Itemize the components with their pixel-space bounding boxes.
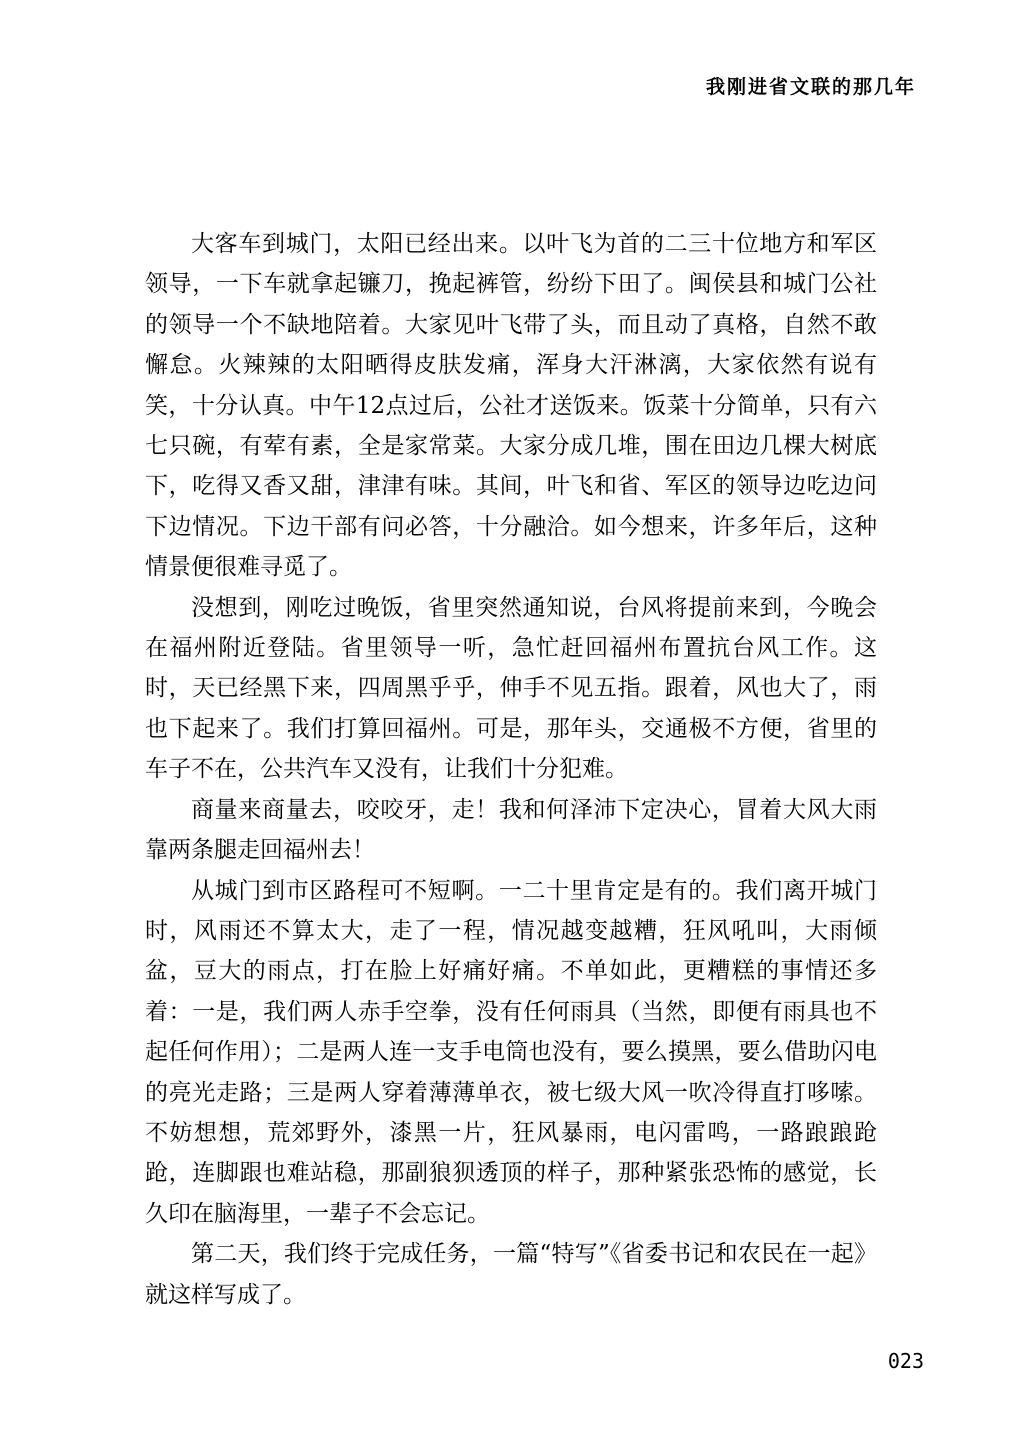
paragraph: 大客车到城门，太阳已经出来。以叶飞为首的二三十位地方和军区领导，一下车就拿起镰刀，挽起裤管，纷纷下田了。闽侯县和城门公社的领导一个不缺地陪着。大家见叶飞带了头，而且动了真格，自然不敢懈怠。火辣辣的太阳晒得皮肤发痛，浑身大汗淋漓，大家依然有说有笑，十分认真。中午12点过后，公社才送饭来。饭菜十分简单，只有六七只碗，有荤有素，全是家常菜。大家分成几堆，围在田边几棵大树底下，吃得又香又甜，津津有味。其间，叶飞和省、军区的领导边吃边问下边情况。下边干部有问必答，十分融洽。如今想来，许多年后，这种情景便很难寻觅了。 [145, 231, 877, 581]
paragraph: 没想到，刚吃过晚饭，省里突然通知说，台风将提前来到，今晚会在福州附近登陆。省里领导一听，急忙赶回福州布置抗台风工作。这时，天已经黑下来，四周黑乎乎，伸手不见五指。跟着，风也大了，雨也下起来了。我们打算回福州。可是，那年头，交通极不方便，省里的车子不在，公共汽车又没有，让我们十分犯难。 [145, 594, 877, 783]
body-text [145, 224, 877, 1315]
paragraph: 商量来商量去，咬咬牙，走！我和何泽沛下定决心，冒着大风大雨靠两条腿走回福州去！ [145, 796, 877, 864]
paragraph: 从城门到市区路程可不短啊。一二十里肯定是有的。我们离开城门时，风雨还不算太大，走了一程，情况越变越糟，狂风吼叫，大雨倾盆，豆大的雨点，打在脸上好痛好痛。不单如此，更糟糕的事情还多着：一是，我们两人赤手空拳，没有任何雨具（当然，即便有雨具也不起任何作用）；二是两人连一支手电筒也没有，要么摸黑，要么借助闪电的亮光走路；三是两人穿着薄薄单衣，被七级大风一吹冷得直打哆嗦。不妨想想，荒郊野外，漆黑一片，狂风暴雨，电闪雷鸣，一路踉踉跄跄，连脚跟也难站稳，那副狼狈透顶的样子，那种紧张恐怖的感觉，长久印在脑海里，一辈子不会忘记。 [145, 877, 877, 1227]
running-header-title: 我刚进省文联的那几年 [705, 76, 916, 98]
paragraph: 第二天，我们终于完成任务，一篇“特写”《省委书记和农民在一起》就这样写成了。 [145, 1241, 877, 1308]
page-number: 023 [887, 1349, 924, 1373]
